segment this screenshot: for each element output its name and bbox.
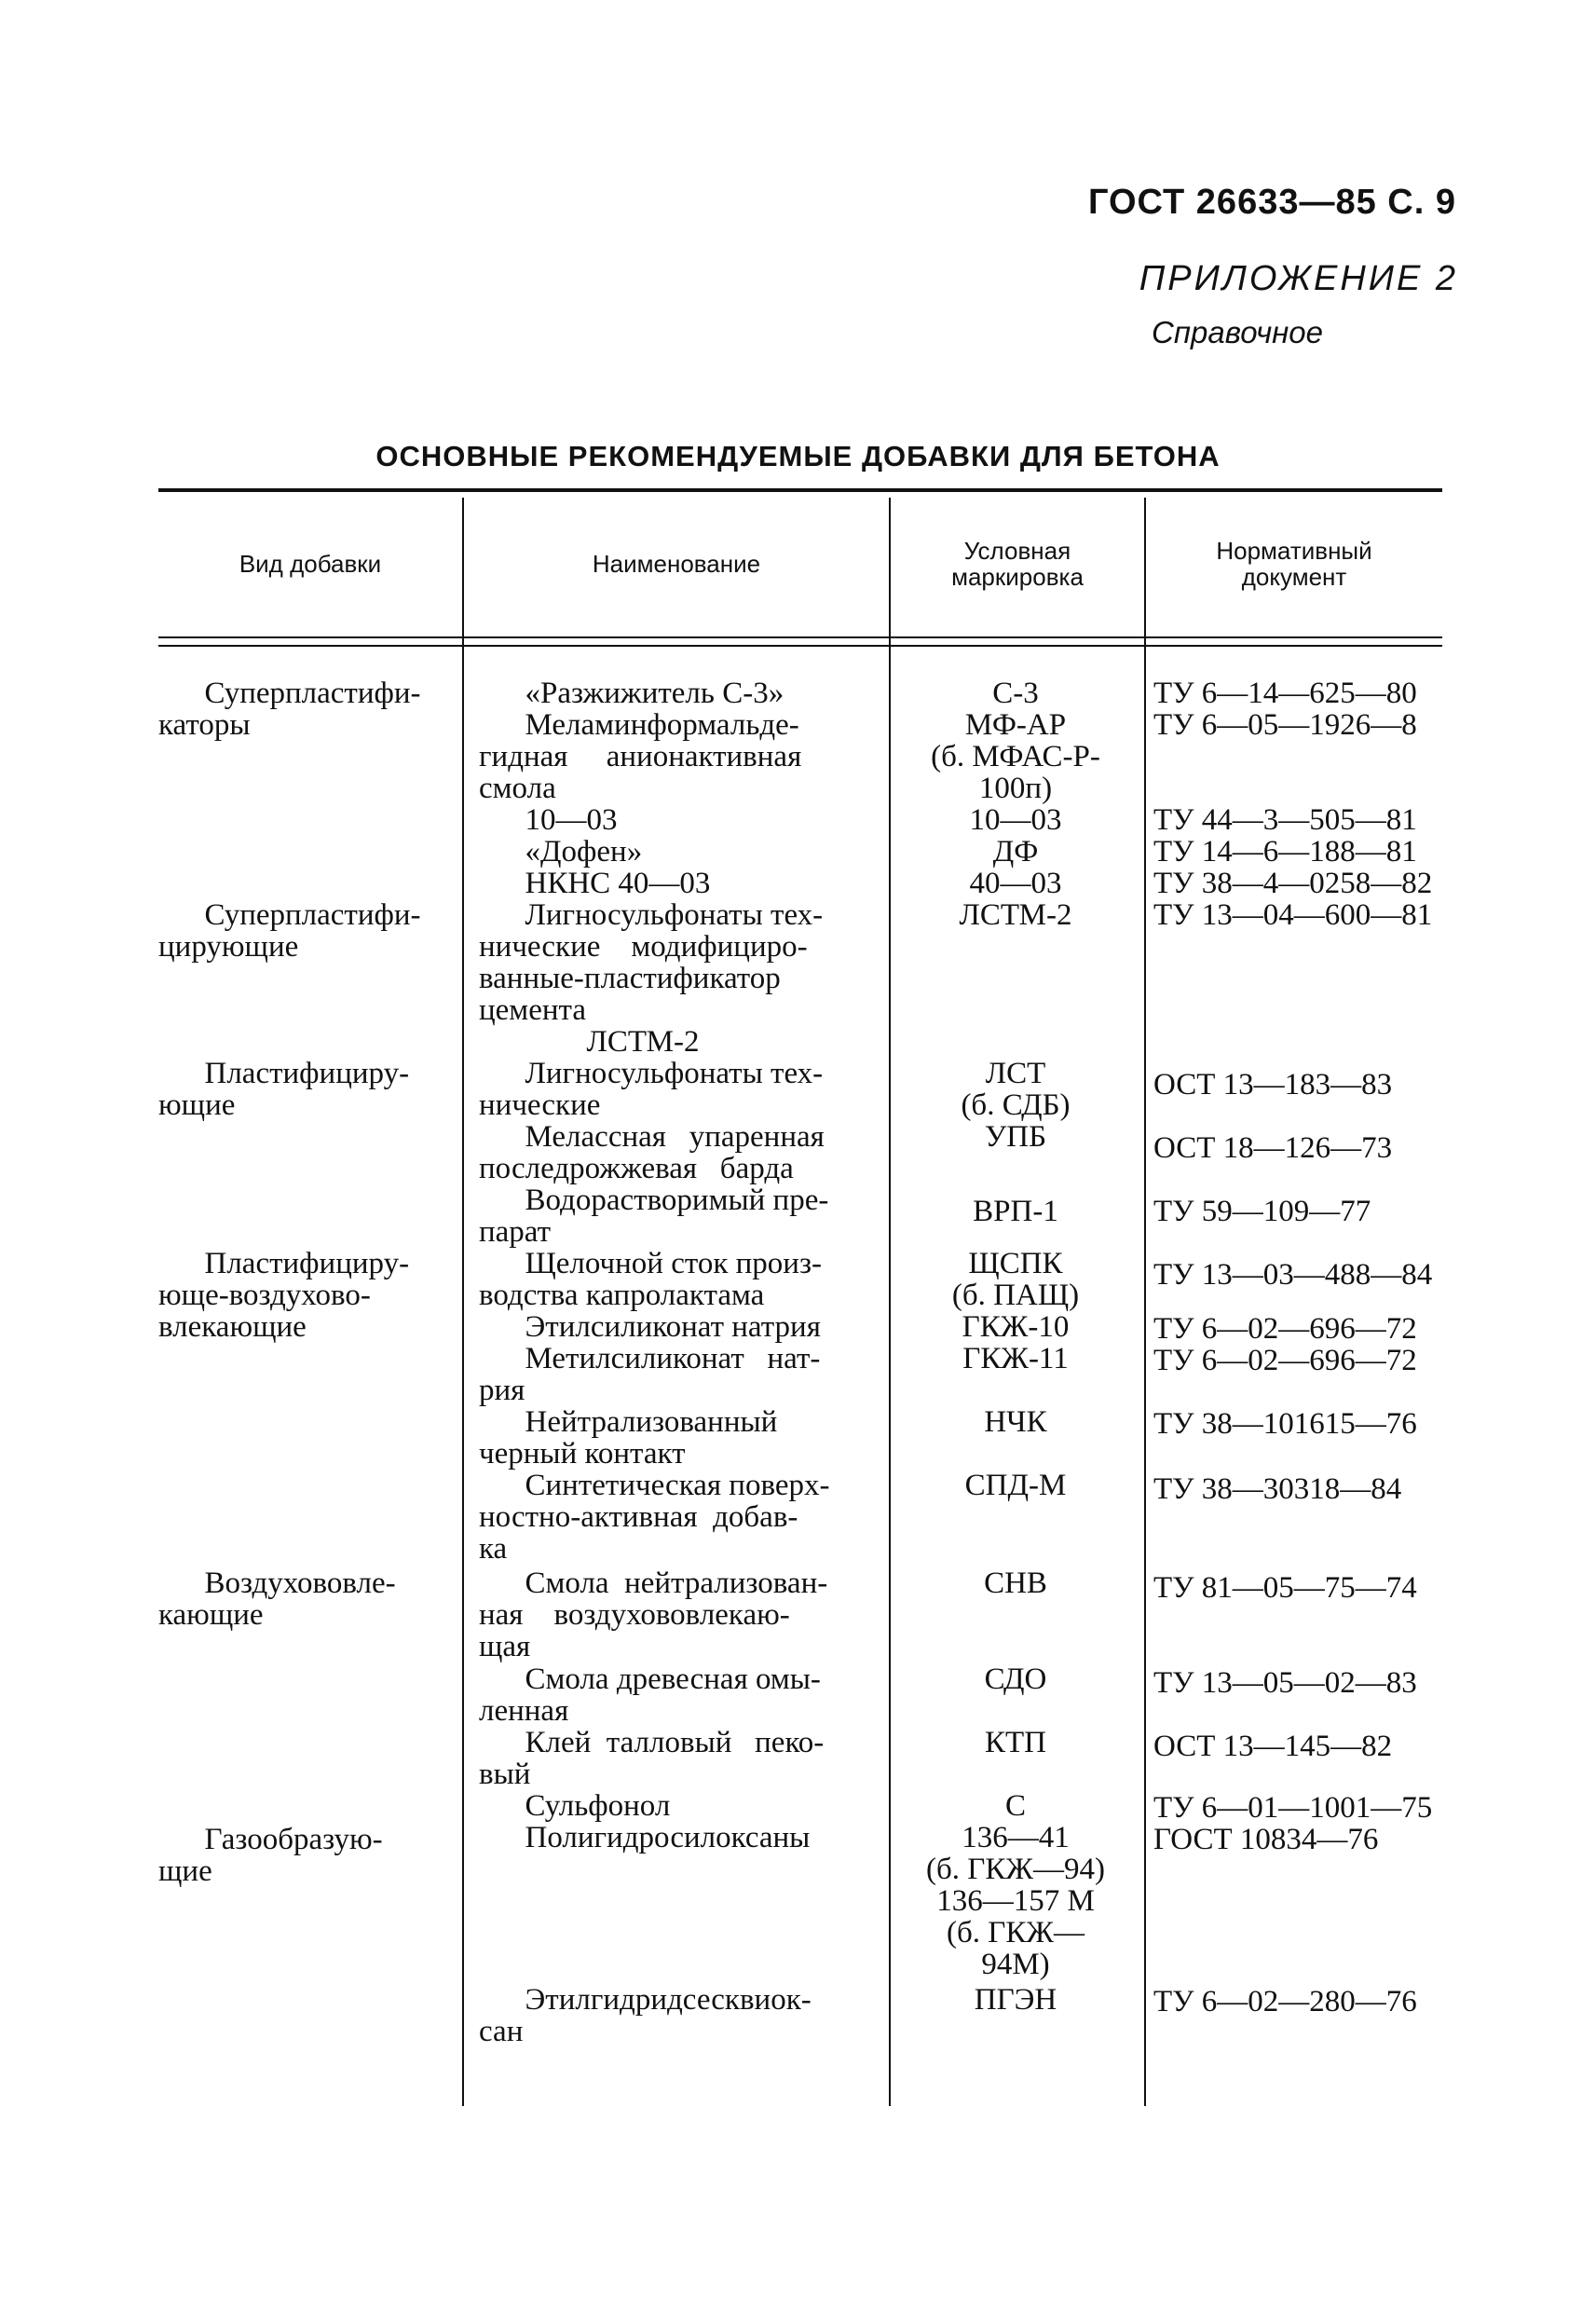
- normative-document: ОСТ 13—183—83: [1153, 1068, 1393, 1101]
- additive-name: «Разжижитель С-3»: [479, 677, 784, 710]
- additive-type: Суперпластифи- каторы: [158, 677, 421, 742]
- additive-name: Щелочной сток произ- водства капролактама: [479, 1247, 822, 1312]
- reference-note: Справочное: [1152, 315, 1324, 349]
- column-header-document-label: Нормативный документ: [1216, 537, 1372, 591]
- column-header-marking-label: Условная маркировка: [951, 537, 1084, 591]
- column-header-document: [1146, 494, 1442, 634]
- standard-reference: ГОСТ 26633—85 С. 9: [1087, 183, 1456, 222]
- additive-marking: ЛСТМ-2: [959, 898, 1072, 932]
- header-bottom-rule: [158, 636, 1442, 638]
- additive-type: Воздухововле- кающие: [158, 1566, 396, 1632]
- additive-name: Водорастворимый пре- парат: [479, 1183, 829, 1249]
- column-header-type-label: Вид добавки: [239, 550, 382, 578]
- table-top-rule: [158, 488, 1442, 492]
- additive-name: Нейтрализованный черный контакт: [479, 1405, 778, 1471]
- additive-marking: СДО: [984, 1662, 1047, 1696]
- additive-name: Этилсиликонат натрия: [479, 1310, 821, 1344]
- normative-document: ТУ 44—3—505—81: [1153, 803, 1417, 837]
- column-divider: [1144, 498, 1146, 2106]
- normative-document: ТУ 6—02—696—72: [1153, 1344, 1417, 1377]
- additive-name: Лигносульфонаты тех- нические модифициро- ванные-пластификатор цемента ЛСТМ-2: [479, 898, 824, 1059]
- normative-document: ТУ 6—14—625—80: [1153, 677, 1417, 710]
- additive-type: Суперпластифи- цирующие: [158, 898, 421, 964]
- normative-document: ТУ 13—04—600—81: [1153, 898, 1433, 932]
- column-divider: [462, 498, 464, 2106]
- additive-marking: С-3: [992, 677, 1039, 710]
- additive-name: Полигидросилоксаны: [479, 1821, 811, 1854]
- additive-marking: НЧК: [984, 1405, 1047, 1439]
- additive-marking: ЛСТ (б. СДБ): [961, 1057, 1071, 1122]
- additive-marking: ДФ: [992, 835, 1039, 869]
- additive-name: Этилгидридсесквиок- сан: [479, 1983, 812, 2048]
- column-header-marking: [891, 494, 1144, 634]
- additive-type: Пластифициру- юще-воздухово- влекающие: [158, 1247, 410, 1344]
- normative-document: ТУ 13—03—488—84: [1153, 1258, 1433, 1292]
- additive-marking: 10—03: [969, 803, 1062, 837]
- normative-document: ГОСТ 10834—76: [1153, 1823, 1379, 1856]
- normative-document: ТУ 81—05—75—74: [1153, 1571, 1417, 1605]
- additive-marking: СПД-М: [964, 1469, 1067, 1502]
- additive-marking: МФ-АР (б. МФАС-Р- 100п): [931, 708, 1100, 805]
- normative-document: ТУ 6—05—1926—8: [1153, 708, 1417, 742]
- additive-name: Мелассная упаренная последрожжевая барда: [479, 1120, 825, 1185]
- table-title: ОСНОВНЫЕ РЕКОМЕНДУЕМЫЕ ДОБАВКИ ДЛЯ БЕТОНА: [375, 440, 1221, 472]
- normative-document: ОСТ 18—126—73: [1153, 1131, 1393, 1165]
- normative-document: ТУ 6—02—696—72: [1153, 1312, 1417, 1346]
- header-bottom-rule-double: [158, 645, 1442, 647]
- additive-name: Лигносульфонаты тех- нические: [479, 1057, 824, 1122]
- additive-type: Газообразую- щие: [158, 1823, 383, 1888]
- additive-name: Смола нейтрализован- ная воздухововлекаю- щая: [479, 1566, 828, 1663]
- additive-name: Клей талловый пеко- вый: [479, 1726, 825, 1791]
- additive-name: «Дофен»: [479, 835, 643, 869]
- additive-marking: СНВ: [984, 1566, 1047, 1600]
- additive-marking: 136—41 (б. ГКЖ—94) 136—157 М (б. ГКЖ— 94М): [926, 1821, 1105, 1981]
- additive-marking: 40—03: [969, 867, 1062, 900]
- column-divider: [889, 498, 891, 2106]
- additive-name: 10—03: [479, 803, 618, 837]
- normative-document: ТУ 59—109—77: [1153, 1195, 1371, 1228]
- additive-marking: ВРП-1: [973, 1195, 1058, 1228]
- additive-name: Синтетическая поверх- ностно-активная добав- ка: [479, 1469, 830, 1566]
- normative-document: ТУ 6—02—280—76: [1153, 1985, 1417, 2018]
- additive-name: НКНС 40—03: [479, 867, 711, 900]
- normative-document: ТУ 38—4—0258—82: [1153, 867, 1433, 900]
- additive-type: Пластифициру- ющие: [158, 1057, 410, 1122]
- additive-marking: ЩСПК (б. ПАЩ): [951, 1247, 1080, 1312]
- column-header-name: [464, 494, 889, 634]
- additive-marking: С: [1004, 1789, 1026, 1823]
- normative-document: ТУ 38—101615—76: [1153, 1407, 1417, 1441]
- additive-marking: КТП: [985, 1726, 1046, 1759]
- additive-marking: ГКЖ-11: [962, 1342, 1069, 1375]
- additive-name: Смола древесная омы- ленная: [479, 1662, 821, 1728]
- additive-marking: УПБ: [984, 1120, 1047, 1154]
- normative-document: ТУ 13—05—02—83: [1153, 1666, 1417, 1700]
- column-header-name-label: Наименование: [592, 550, 761, 578]
- additive-marking: ГКЖ-10: [962, 1310, 1070, 1344]
- appendix-label: ПРИЛОЖЕНИЕ 2: [1139, 259, 1458, 298]
- additive-name: Меламинформальде- гидная анионактивная смола: [479, 708, 802, 805]
- additive-marking: ПГЭН: [974, 1983, 1057, 2017]
- normative-document: ТУ 14—6—188—81: [1153, 835, 1417, 869]
- column-header-type: [158, 494, 462, 634]
- normative-document: ТУ 38—30318—84: [1153, 1472, 1402, 1506]
- additive-name: Метилсиликонат нат- рия: [479, 1342, 821, 1407]
- normative-document: ТУ 6—01—1001—75: [1153, 1791, 1433, 1825]
- normative-document: ОСТ 13—145—82: [1153, 1730, 1393, 1763]
- additive-name: Сульфонол: [479, 1789, 671, 1823]
